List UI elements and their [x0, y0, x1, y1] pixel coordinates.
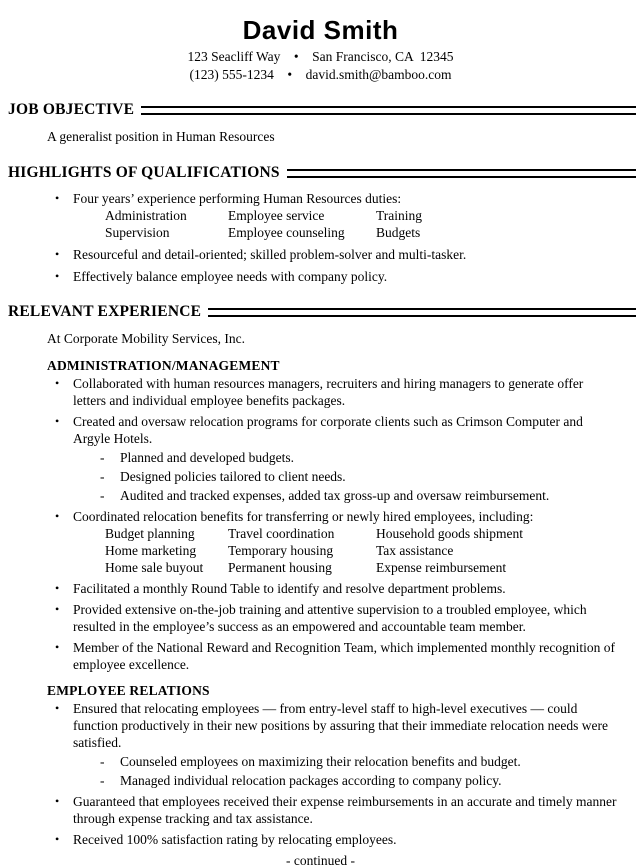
subsection-heading-admin: ADMINISTRATION/MANAGEMENT — [47, 358, 280, 373]
bullet-item — [0, 375, 641, 409]
person-name: David Smith — [242, 15, 399, 45]
dash-sub-item — [0, 468, 641, 485]
benefit-cell: Travel coordination — [228, 526, 335, 541]
bullet-text: Collaborated with human resources managers, recruiters and hiring managers to generate offer letters and individual employee benefits packages. — [73, 376, 584, 408]
bullet-item — [0, 190, 641, 207]
continued-marker: - continued - — [286, 853, 355, 868]
dash-sub-item — [0, 449, 641, 466]
bullet-item — [0, 268, 641, 285]
bullet-icon: • — [55, 414, 60, 428]
duty-cell: Employee service — [228, 208, 325, 223]
bullet-icon: • — [55, 581, 60, 595]
benefit-cell: Temporary housing — [228, 543, 334, 558]
benefit-cell: Household goods shipment — [376, 526, 523, 541]
bullet-item — [0, 831, 641, 848]
bullet-item — [0, 246, 641, 263]
bullet-text: Received 100% satisfaction rating by relocating employees. — [73, 832, 397, 847]
benefit-cell: Permanent housing — [228, 560, 332, 575]
double-rule — [141, 106, 636, 115]
employer-line: At Corporate Mobility Services, Inc. — [47, 331, 245, 346]
benefit-cell: Home marketing — [105, 543, 197, 558]
bullet-item — [0, 639, 641, 673]
dash-icon: - — [100, 773, 105, 788]
dash-text: Planned and developed budgets. — [120, 450, 294, 465]
section-title: RELEVANT EXPERIENCE — [8, 303, 202, 320]
bullet-item — [0, 700, 641, 751]
benefit-cell: Budget planning — [105, 526, 195, 541]
bullet-text: Created and oversaw relocation programs for corporate clients such as Crimson Computer and Argyle Hotels. — [73, 414, 583, 446]
bullet-text: Member of the National Reward and Recognition Team, which implemented monthly recognition of employee excellence. — [73, 640, 616, 672]
duty-cell: Training — [376, 208, 423, 223]
objective-text: A generalist position in Human Resources — [47, 129, 275, 144]
bullet-icon: • — [55, 701, 60, 715]
section-title: JOB OBJECTIVE — [8, 101, 135, 118]
bullet-icon: • — [55, 602, 60, 616]
bullet-icon: • — [55, 247, 60, 261]
phone-email-line: (123) 555-1234 • david.smith@bamboo.com — [189, 67, 452, 82]
duties-table — [105, 207, 641, 241]
bullet-text: Resourceful and detail-oriented; skilled problem-solver and multi-tasker. — [73, 247, 467, 262]
bullet-icon: • — [55, 376, 60, 390]
dash-sub-item — [0, 772, 641, 789]
bullet-text: Ensured that relocating employees — from entry-level staff to high-level executives — could function productively in their new positions by assuring that their immediate relocation needs were satisfied. — [73, 701, 608, 750]
bullet-icon: • — [55, 794, 60, 808]
section-heading-row — [8, 302, 641, 321]
duty-cell: Supervision — [105, 225, 170, 240]
duty-cell: Budgets — [376, 225, 421, 240]
section-heading-row — [8, 163, 641, 182]
bullet-item — [0, 601, 641, 635]
bullet-text: Provided extensive on-the-job training and attentive supervision to a troubled employee, which resulted in the employee’s success as an empowered and accountable team member. — [73, 602, 587, 634]
dash-sub-item — [0, 487, 641, 504]
dash-icon: - — [100, 754, 105, 769]
dash-icon: - — [100, 488, 105, 503]
bullet-icon: • — [55, 269, 60, 283]
benefit-cell: Tax assistance — [376, 543, 454, 558]
dash-sub-item — [0, 753, 641, 770]
bullet-icon: • — [55, 832, 60, 846]
benefits-table — [105, 525, 641, 576]
bullet-item — [0, 413, 641, 447]
dash-text: Managed individual relocation packages according to company policy. — [120, 773, 502, 788]
dash-icon: - — [100, 469, 105, 484]
dash-text: Designed policies tailored to client needs. — [120, 469, 346, 484]
dash-icon: - — [100, 450, 105, 465]
section-job-objective — [0, 100, 641, 145]
bullet-item — [0, 580, 641, 597]
bullet-icon: • — [55, 640, 60, 654]
section-heading-row — [8, 100, 641, 119]
bullet-text: Coordinated relocation benefits for transferring or newly hired employees, including: — [73, 509, 534, 524]
double-rule — [287, 169, 636, 178]
address-line: 123 Seacliff Way • San Francisco, CA 12345 — [187, 49, 454, 64]
bullet-icon: • — [55, 509, 60, 523]
bullet-item — [0, 508, 641, 525]
bullet-text: Effectively balance employee needs with company policy. — [73, 269, 388, 284]
subsection-heading-relations: EMPLOYEE RELATIONS — [47, 683, 210, 698]
section-relevant-experience — [0, 302, 641, 848]
benefit-cell: Expense reimbursement — [376, 560, 507, 575]
double-rule — [208, 308, 636, 317]
bullet-icon: • — [55, 191, 60, 205]
duty-cell: Administration — [105, 208, 187, 223]
bullet-item — [0, 793, 641, 827]
section-qualifications — [0, 163, 641, 285]
bullet-text: Facilitated a monthly Round Table to identify and resolve department problems. — [73, 581, 506, 596]
section-title: HIGHLIGHTS OF QUALIFICATIONS — [8, 164, 280, 181]
resume-header — [0, 0, 641, 84]
dash-text: Audited and tracked expenses, added tax gross-up and oversaw reimbursement. — [120, 488, 550, 503]
duty-cell: Employee counseling — [228, 225, 345, 240]
benefit-cell: Home sale buyout — [105, 560, 204, 575]
dash-text: Counseled employees on maximizing their relocation benefits and budget. — [120, 754, 521, 769]
bullet-text: Four years’ experience performing Human Resources duties: — [73, 191, 402, 206]
bullet-text: Guaranteed that employees received their expense reimbursements in an accurate and timely manner through expense tracking and tax assistance. — [73, 794, 617, 826]
